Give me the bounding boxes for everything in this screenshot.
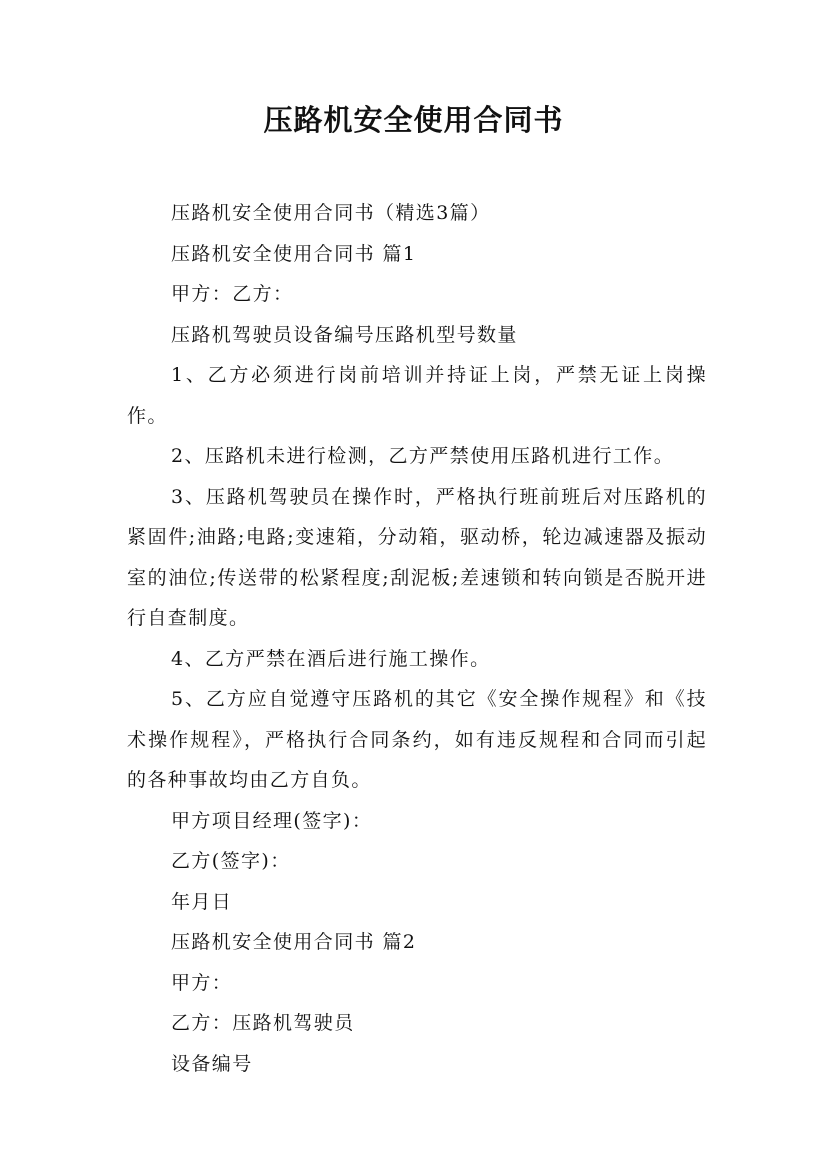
document-body (127, 193, 707, 1084)
paragraph-clause-2: 2、压路机未进行检测，乙方严禁使用压路机进行工作。 (171, 445, 675, 467)
paragraph-clause-4: 4、乙方严禁在酒后进行施工操作。 (171, 647, 491, 670)
paragraph-clause-1: 1、乙方必须进行岗前培训并持证上岗，严禁无证上岗操作。 (127, 364, 707, 427)
paragraph-party-b: 乙方：压路机驾驶员 (171, 1012, 355, 1034)
document-title: 压路机安全使用合同书 (263, 103, 564, 137)
paragraph-parties: 甲方：乙方： (171, 283, 294, 305)
paragraph-section-2-heading: 压路机安全使用合同书 篇2 (171, 931, 417, 953)
paragraph-equipment-number: 设备编号 (171, 1052, 253, 1075)
paragraph-equipment-header: 压路机驾驶员设备编号压路机型号数量 (171, 323, 518, 346)
paragraph-section-1-heading: 压路机安全使用合同书 篇1 (171, 242, 417, 265)
paragraph-intro: 压路机安全使用合同书（精选3篇） (171, 202, 491, 224)
paragraph-signature-a: 甲方项目经理(签字)： (171, 809, 373, 832)
paragraph-clause-5: 5、乙方应自觉遵守压路机的其它《安全操作规程》和《技术操作规程》，严格执行合同条约，如有违反规程和合同而引起的各种事故均由乙方自负。 (127, 688, 707, 791)
paragraph-signature-b: 乙方(签字)： (171, 850, 291, 872)
paragraph-party-a: 甲方： (171, 971, 233, 994)
paragraph-clause-3: 3、压路机驾驶员在操作时，严格执行班前班后对压路机的紧固件;油路;电路;变速箱，分动箱，驱动桥，轮边减速器及振动室的油位;传送带的松紧程度;刮泥板;差速锁和转向锁是否脱开进行自查制度。 (127, 485, 707, 629)
paragraph-date: 年月日 (171, 890, 233, 913)
